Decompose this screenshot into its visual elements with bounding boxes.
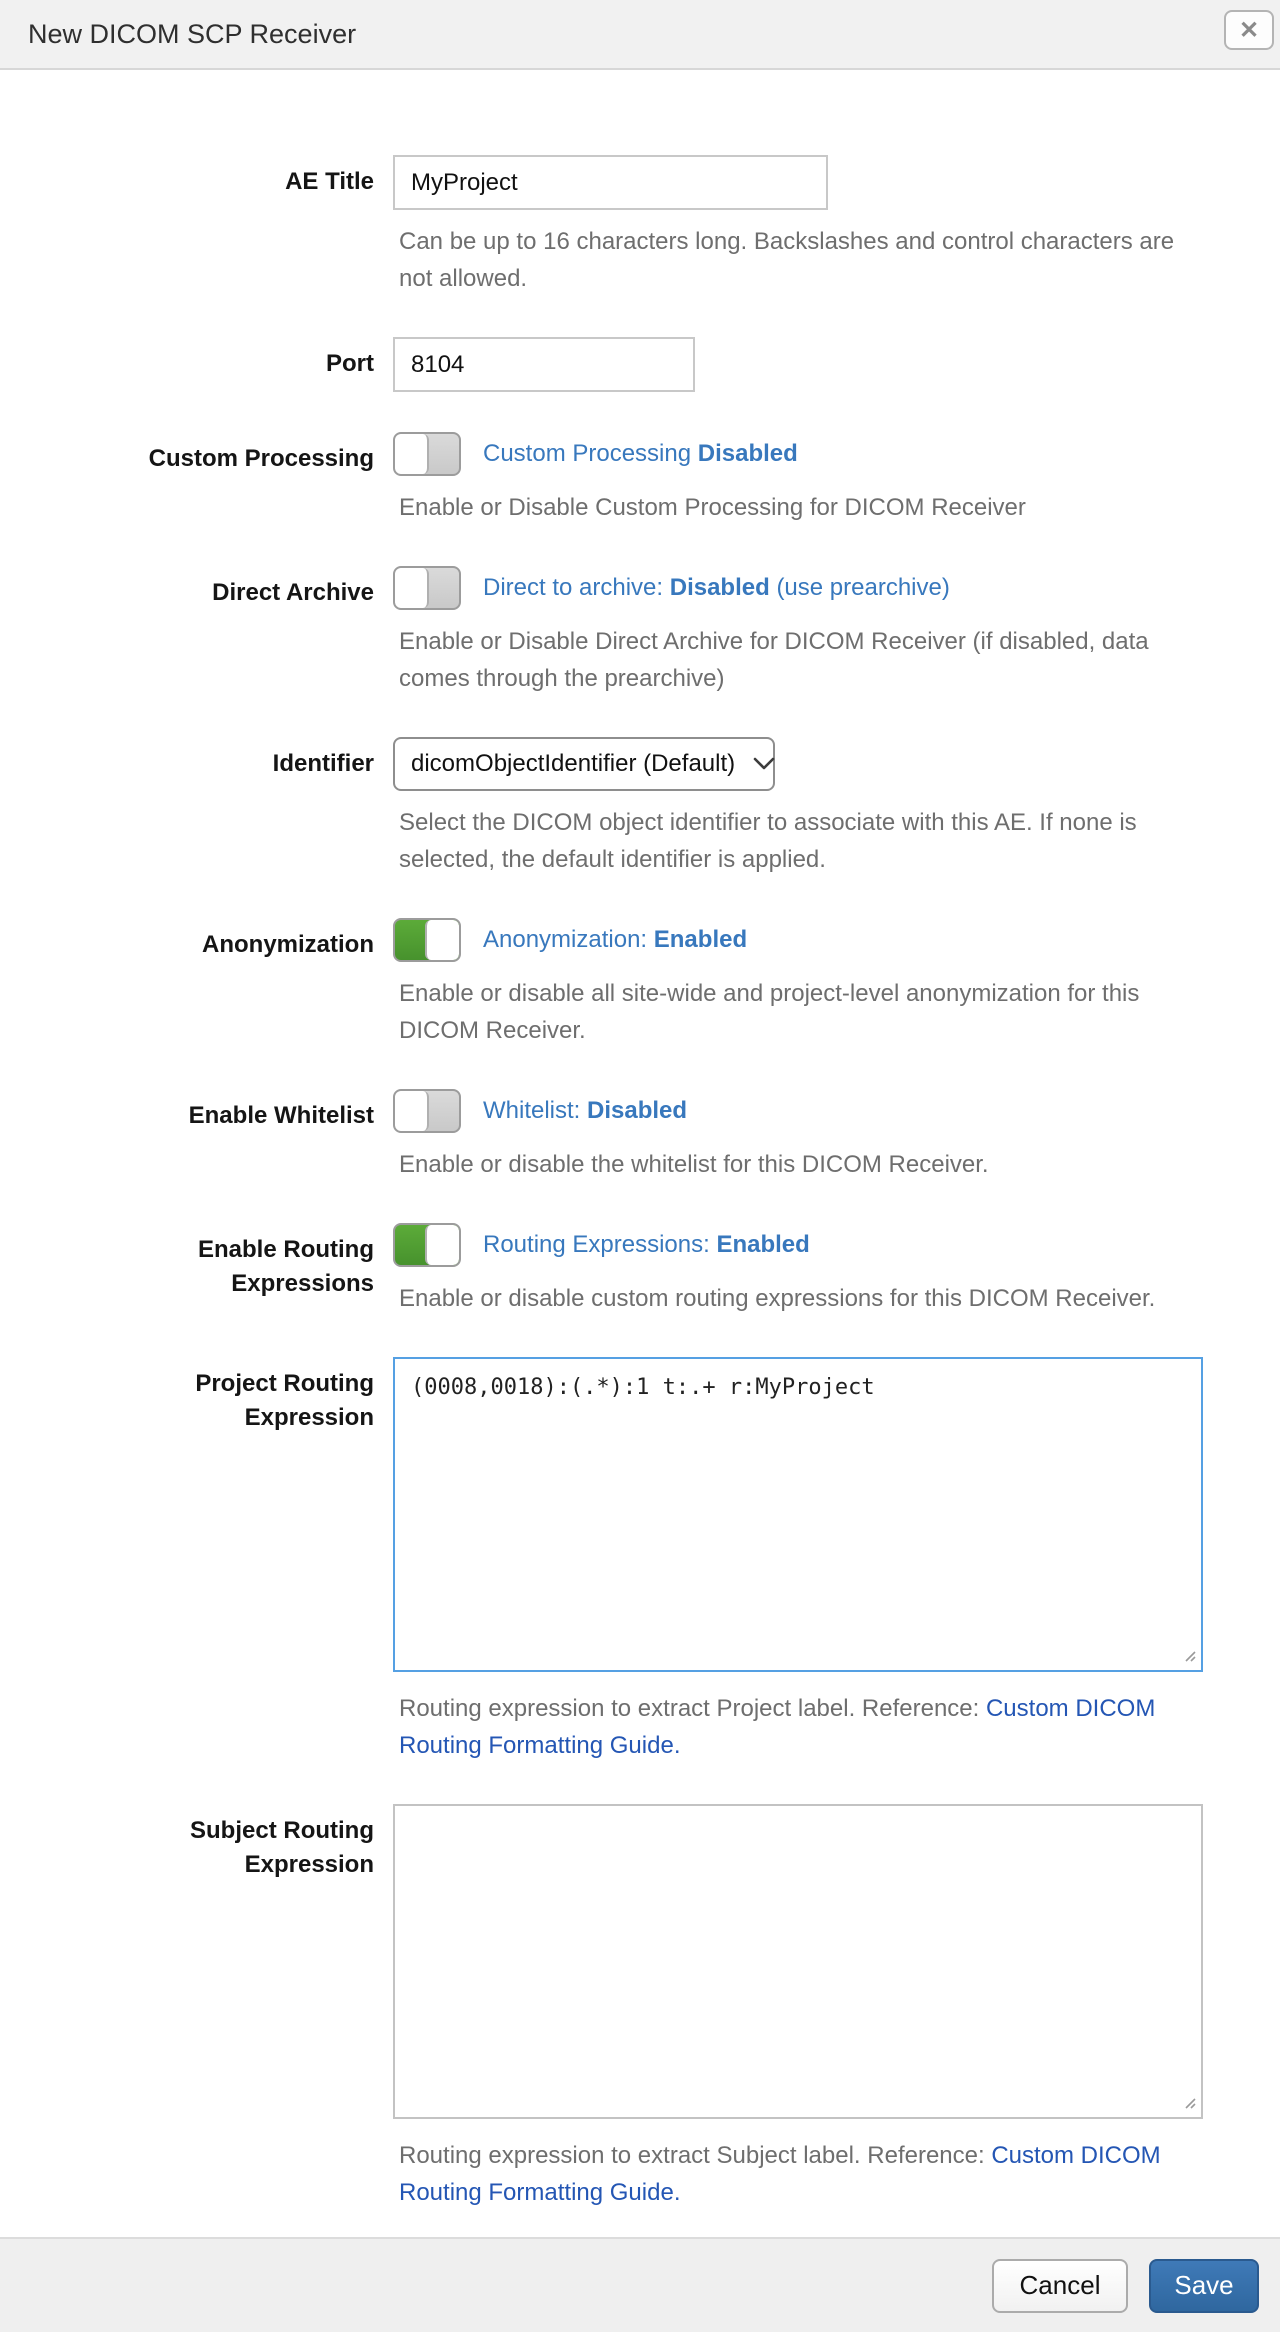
project-routing-guide-link[interactable]: Custom DICOM Routing Formatting Guide xyxy=(399,1695,1156,1759)
dialog-title: New DICOM SCP Receiver xyxy=(28,18,357,49)
routing-row xyxy=(0,1223,1280,1317)
toggle-knob xyxy=(425,920,459,960)
custom-processing-help: Enable or Disable Custom Processing for DICOM Receiver xyxy=(399,494,1026,521)
subject-routing-guide-link[interactable]: Custom DICOM Routing Formatting Guide xyxy=(399,2142,1161,2206)
toggle-knob xyxy=(395,568,429,608)
toggle-knob xyxy=(395,1091,429,1131)
anonymization-label: Anonymization xyxy=(202,931,374,958)
close-button[interactable] xyxy=(1224,10,1274,50)
identifier-label: Identifier xyxy=(272,750,374,777)
ae-title-input[interactable] xyxy=(393,155,828,210)
dialog-footer xyxy=(0,2237,1280,2332)
project-routing-row xyxy=(0,1357,1280,1764)
project-routing-help xyxy=(393,1690,1205,1764)
routing-label: Enable Routing Expressions xyxy=(198,1236,374,1297)
subject-routing-textarea[interactable] xyxy=(393,1804,1203,2119)
help-suffix: . xyxy=(673,1732,681,1759)
port-label: Port xyxy=(326,350,374,377)
direct-archive-row xyxy=(0,566,1280,697)
status-text: Custom Processing xyxy=(483,440,692,467)
status-value: Enabled xyxy=(653,926,748,953)
status-text: Anonymization: xyxy=(483,926,648,953)
toggle-knob xyxy=(425,1225,459,1265)
help-prefix: Routing expression to extract Subject label. Reference: xyxy=(399,2142,992,2169)
project-routing-textarea[interactable] xyxy=(393,1357,1203,1672)
help-prefix: Routing expression to extract Project label. Reference: xyxy=(399,1695,986,1722)
subject-routing-label: Subject Routing Expression xyxy=(190,1817,374,1878)
direct-archive-help: Enable or Disable Direct Archive for DICOM Receiver (if disabled, data comes through the prearchive) xyxy=(399,628,1149,692)
close-icon: ✕ xyxy=(1238,16,1260,44)
status-text: Whitelist: xyxy=(483,1097,581,1124)
subject-routing-help xyxy=(393,2137,1205,2211)
whitelist-toggle[interactable] xyxy=(393,1089,461,1133)
dialog-header xyxy=(0,0,1280,70)
status-value: Disabled xyxy=(587,1097,688,1124)
project-routing-label: Project Routing Expression xyxy=(195,1370,374,1431)
help-suffix: . xyxy=(673,2179,681,2206)
custom-processing-status xyxy=(483,440,798,468)
dicom-receiver-form xyxy=(0,70,1280,2211)
whitelist-status xyxy=(483,1097,687,1125)
identifier-help: Select the DICOM object identifier to associate with this AE. If none is selected, the default identifier is applied. xyxy=(399,809,1137,873)
status-text: Routing Expressions: xyxy=(483,1231,710,1258)
toggle-knob xyxy=(395,434,429,474)
port-row xyxy=(0,337,1280,392)
routing-toggle[interactable] xyxy=(393,1223,461,1267)
whitelist-row xyxy=(0,1089,1280,1183)
ae-title-row xyxy=(0,155,1280,297)
anonymization-row xyxy=(0,918,1280,1049)
direct-archive-toggle[interactable] xyxy=(393,566,461,610)
cancel-button[interactable]: Cancel xyxy=(992,2259,1128,2313)
status-value: Disabled xyxy=(697,440,798,467)
custom-processing-toggle[interactable] xyxy=(393,432,461,476)
ae-title-help: Can be up to 16 characters long. Backslashes and control characters are not allowed. xyxy=(399,228,1175,292)
status-value: Disabled xyxy=(669,574,770,601)
chevron-down-icon xyxy=(753,757,775,771)
identifier-selected-value: dicomObjectIdentifier (Default) xyxy=(411,750,736,777)
anonymization-help: Enable or disable all site-wide and project-level anonymization for this DICOM Receiver. xyxy=(399,980,1140,1044)
routing-status xyxy=(483,1231,810,1259)
anonymization-toggle[interactable] xyxy=(393,918,461,962)
whitelist-help: Enable or disable the whitelist for this DICOM Receiver. xyxy=(399,1151,989,1178)
custom-processing-row xyxy=(0,432,1280,526)
identifier-select[interactable] xyxy=(393,737,775,791)
anonymization-status xyxy=(483,926,747,954)
direct-archive-label: Direct Archive xyxy=(212,579,374,606)
whitelist-label: Enable Whitelist xyxy=(188,1102,374,1129)
save-button[interactable]: Save xyxy=(1149,2259,1259,2313)
identifier-row xyxy=(0,737,1280,878)
ae-title-label: AE Title xyxy=(285,168,374,195)
status-value: Enabled xyxy=(716,1231,810,1258)
subject-routing-row xyxy=(0,1804,1280,2211)
port-input[interactable] xyxy=(393,337,695,392)
routing-help: Enable or disable custom routing expressions for this DICOM Receiver. xyxy=(399,1285,1156,1312)
custom-processing-label: Custom Processing xyxy=(148,445,374,472)
status-text: Direct to archive: xyxy=(483,574,664,601)
status-suffix: (use prearchive) xyxy=(776,574,950,601)
direct-archive-status xyxy=(483,574,950,602)
